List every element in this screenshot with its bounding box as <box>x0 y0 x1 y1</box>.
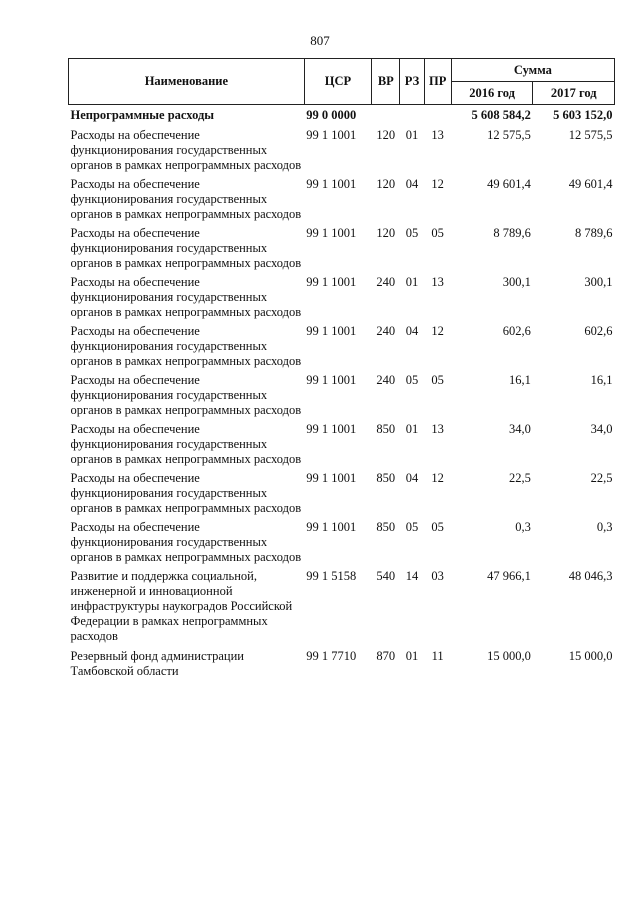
row-rz: 01 <box>405 422 419 436</box>
row-year-2016: 8 789,6 <box>493 226 531 240</box>
row-vr: 240 <box>376 324 396 338</box>
row-year-2017: 48 046,3 <box>568 569 613 583</box>
row-csr: 99 1 1001 <box>306 128 357 142</box>
row-pr: 05 <box>431 520 444 534</box>
row-csr: 99 1 1001 <box>306 275 357 289</box>
row-vr: 120 <box>376 177 396 191</box>
row-year-2017: 602,6 <box>584 324 613 338</box>
row-name: Расходы на обеспечение функционирования государственных органов в рамках непрограммных расходов <box>70 324 302 368</box>
row-csr: 99 1 1001 <box>306 226 357 240</box>
row-csr: 99 1 1001 <box>306 471 357 485</box>
row-rz: 04 <box>405 177 419 191</box>
table-row <box>69 518 615 567</box>
row-vr: 120 <box>376 226 396 240</box>
row-year-2017: 49 601,4 <box>568 177 613 191</box>
row-rz: 04 <box>405 471 419 485</box>
table-body <box>69 105 615 682</box>
row-year-2017: 16,1 <box>590 373 613 387</box>
row-pr: 05 <box>431 373 444 387</box>
row-rz: 04 <box>405 324 419 338</box>
table-row <box>69 647 615 681</box>
total-csr: 99 0 0000 <box>306 108 357 122</box>
row-pr: 13 <box>431 275 444 289</box>
total-vr <box>372 105 400 127</box>
row-year-2016: 12 575,5 <box>487 128 531 142</box>
header-year-2017: 2017 год <box>533 82 615 105</box>
row-rz: 05 <box>405 226 419 240</box>
row-vr: 850 <box>376 471 396 485</box>
table-header <box>69 59 615 105</box>
row-pr: 11 <box>431 649 444 663</box>
budget-table <box>68 58 615 681</box>
row-rz: 01 <box>405 128 419 142</box>
total-name: Непрограммные расходы <box>70 108 215 122</box>
row-vr: 850 <box>376 520 396 534</box>
row-vr: 240 <box>376 275 396 289</box>
row-csr: 99 1 7710 <box>306 649 357 663</box>
header-name: Наименование <box>69 59 305 105</box>
row-pr: 13 <box>431 128 444 142</box>
row-name: Расходы на обеспечение функционирования государственных органов в рамках непрограммных расходов <box>70 275 302 319</box>
row-year-2016: 300,1 <box>502 275 531 289</box>
total-rz <box>400 105 424 127</box>
row-year-2017: 300,1 <box>584 275 613 289</box>
row-pr: 05 <box>431 226 444 240</box>
row-name: Расходы на обеспечение функционирования государственных органов в рамках непрограммных расходов <box>70 226 302 270</box>
row-year-2017: 34,0 <box>590 422 613 436</box>
row-name: Расходы на обеспечение функционирования государственных органов в рамках непрограммных расходов <box>70 373 302 417</box>
header-csr: ЦСР <box>304 59 371 105</box>
row-rz: 01 <box>405 275 419 289</box>
row-rz: 05 <box>405 520 419 534</box>
header-rz: РЗ <box>400 59 424 105</box>
row-year-2016: 49 601,4 <box>487 177 531 191</box>
total-year-2016: 5 608 584,2 <box>471 108 531 122</box>
row-year-2016: 602,6 <box>502 324 531 338</box>
row-year-2017: 8 789,6 <box>575 226 613 240</box>
row-year-2017: 0,3 <box>596 520 613 534</box>
header-year-2016: 2016 год <box>451 82 533 105</box>
header-pr: ПР <box>424 59 451 105</box>
row-year-2017: 22,5 <box>590 471 613 485</box>
table-row <box>69 175 615 224</box>
row-pr: 12 <box>431 324 444 338</box>
total-pr <box>424 105 451 127</box>
row-pr: 03 <box>431 569 444 583</box>
table-row <box>69 224 615 273</box>
row-name: Резервный фонд администрации Тамбовской области <box>70 649 244 678</box>
table-row <box>69 126 615 175</box>
row-name: Расходы на обеспечение функционирования государственных органов в рамках непрограммных расходов <box>70 422 302 466</box>
row-vr: 240 <box>376 373 396 387</box>
total-row <box>69 105 615 127</box>
row-vr: 850 <box>376 422 396 436</box>
row-csr: 99 1 1001 <box>306 520 357 534</box>
row-name: Расходы на обеспечение функционирования государственных органов в рамках непрограммных расходов <box>70 471 302 515</box>
total-year-2017: 5 603 152,0 <box>553 108 613 122</box>
page-number: 807 <box>310 33 330 48</box>
header-vr: ВР <box>372 59 400 105</box>
row-csr: 99 1 1001 <box>306 324 357 338</box>
row-pr: 12 <box>431 177 444 191</box>
row-year-2017: 15 000,0 <box>568 649 613 663</box>
row-vr: 540 <box>376 569 396 583</box>
table-row <box>69 273 615 322</box>
row-name: Расходы на обеспечение функционирования государственных органов в рамках непрограммных расходов <box>70 177 302 221</box>
table-row <box>69 567 615 647</box>
row-year-2016: 47 966,1 <box>487 569 531 583</box>
row-year-2016: 34,0 <box>508 422 531 436</box>
row-year-2016: 0,3 <box>515 520 531 534</box>
row-rz: 14 <box>405 569 419 583</box>
table-row <box>69 371 615 420</box>
row-pr: 13 <box>431 422 444 436</box>
header-sum: Сумма <box>451 59 614 82</box>
row-name: Развитие и поддержка социальной, инженерной и инновационной инфраструктуры наукоградов Российской Федерации в рамках непрограммных расходов <box>70 569 293 643</box>
row-rz: 05 <box>405 373 419 387</box>
row-csr: 99 1 1001 <box>306 373 357 387</box>
row-csr: 99 1 1001 <box>306 422 357 436</box>
row-csr: 99 1 5158 <box>306 569 357 583</box>
row-rz: 01 <box>405 649 419 663</box>
row-vr: 870 <box>376 649 396 663</box>
table-row <box>69 322 615 371</box>
row-vr: 120 <box>376 128 396 142</box>
row-pr: 12 <box>431 471 444 485</box>
row-year-2016: 16,1 <box>508 373 531 387</box>
row-name: Расходы на обеспечение функционирования государственных органов в рамках непрограммных расходов <box>70 128 302 172</box>
row-year-2017: 12 575,5 <box>568 128 613 142</box>
row-year-2016: 15 000,0 <box>487 649 531 663</box>
row-csr: 99 1 1001 <box>306 177 357 191</box>
table-row <box>69 420 615 469</box>
row-year-2016: 22,5 <box>508 471 531 485</box>
row-name: Расходы на обеспечение функционирования государственных органов в рамках непрограммных расходов <box>70 520 302 564</box>
table-row <box>69 469 615 518</box>
